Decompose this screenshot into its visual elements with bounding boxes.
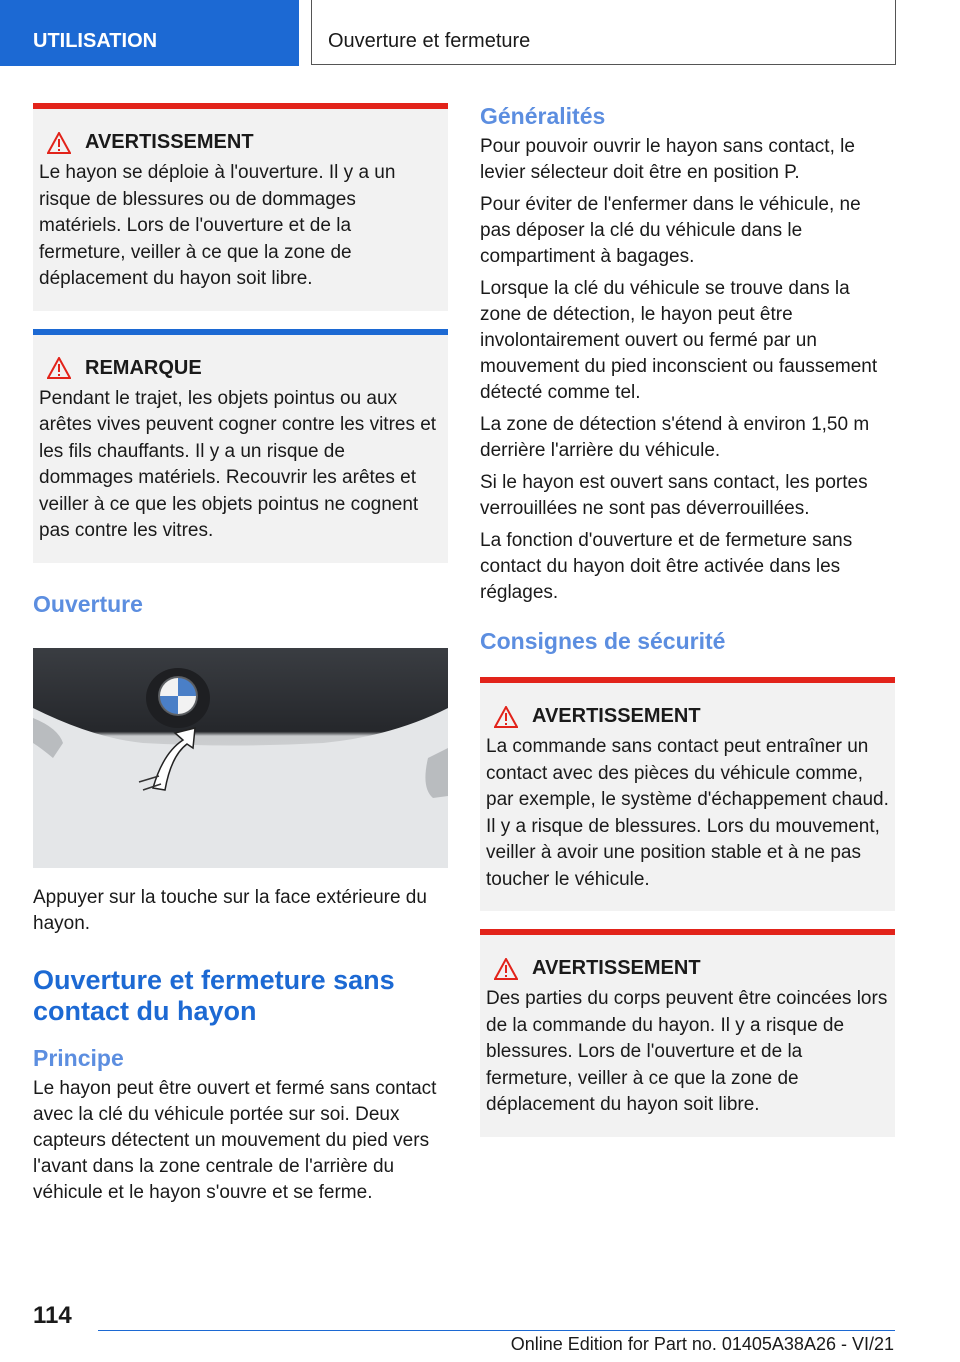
left-column (33, 103, 448, 1212)
section-title: UTILISATION (33, 30, 158, 52)
warning-text: La commande sans contact peut entraîner un contact avec des pièces du véhicule comme, par exemple, le système d'échappement chaud. Il y a risque de blessures. Lors du mouvement, veiller à avoir une position stable et à ne pas toucher le véhicule. (486, 736, 889, 890)
general-paragraph: Si le hayon est ouvert sans contact, les portes verrouillées ne sont pas déverrouillées. (480, 472, 868, 519)
general-paragraph: La fonction d'ouverture et de fermeture sans contact du hayon doit être activée dans les réglages. (480, 530, 853, 603)
section-tab (0, 0, 299, 66)
notice-text: Pendant le trajet, les objets pointus ou aux arêtes vives peuvent cogner contre les vitres et les fils chauffants. Il y a un risque de dommages matériels. Recouvrir les arêtes et veiller à ce que les objets pointus ne cognent pas contre les vitres. (39, 387, 437, 541)
notice-title: REMARQUE (85, 356, 202, 379)
principle-text: Le hayon peut être ouvert et fermé sans contact avec la clé du véhicule portée sur soi. Deux capteurs détectent un mouvement du pied vers l'avant dans la zone centrale de l'arrière du véhicule et le hayon s'ouvre et se ferme. (33, 1077, 437, 1203)
warning-title: AVERTISSEMENT (532, 705, 701, 727)
chapter-header (311, 0, 896, 65)
general-heading: Généralités (480, 103, 606, 129)
general-paragraph: La zone de détection s'étend à environ 1,50 m derrière l'arrière du véhicule. (480, 414, 870, 461)
tailgate-button-photo (33, 648, 448, 868)
general-paragraph: Pour éviter de l'enfermer dans le véhicule, ne pas déposer la clé du véhicule dans le compartiment à bagages. (480, 194, 861, 267)
warning-title: AVERTISSEMENT (532, 957, 701, 979)
warning-box (480, 677, 895, 911)
warning-triangle-icon (494, 706, 518, 728)
warning-box (33, 103, 448, 311)
edition-text: Online Edition for Part no. 01405A38A26 - VI/21 (510, 1334, 894, 1354)
notice-box (33, 329, 448, 563)
safety-heading: Consignes de sécurité (480, 628, 726, 654)
warning-title: AVERTISSEMENT (85, 131, 254, 153)
general-paragraph: Lorsque la clé du véhicule se trouve dans la zone de détection, le hayon peut être involontairement ouvert ou fermé par un mouvement du pied inconscient ou faussement détecté comme tel. (480, 278, 878, 403)
right-column (480, 103, 895, 1155)
warning-text: Le hayon se déploie à l'ouverture. Il y a un risque de blessures ou de dommages matériels. Lors de l'ouverture et de la fermeture, veiller à ce que la zone de déplacement du hayon soit libre. (39, 162, 396, 289)
general-paragraph: Pour pouvoir ouvrir le hayon sans contact, le levier sélecteur doit être en position P. (480, 136, 855, 183)
warning-text: Des parties du corps peuvent être coincées lors de la commande du hayon. Il y a risque de blessures. Lors de l'ouverture et de la fermeture, veiller à ce que la zone de déplacement du hayon soit libre. (486, 988, 888, 1115)
chapter-title: Ouverture et fermeture (328, 30, 531, 52)
footer-divider (98, 1330, 895, 1331)
warning-triangle-icon (47, 132, 71, 154)
warning-triangle-icon (494, 958, 518, 980)
opening-heading: Ouverture (33, 590, 143, 617)
warning-box (480, 929, 895, 1137)
opening-text: Appuyer sur la touche sur la face extérieure du hayon. (33, 886, 427, 934)
contactless-heading: Ouverture et fermeture sans contact du hayon (33, 964, 395, 1026)
principle-heading: Principe (33, 1044, 124, 1071)
page-number: 114 (33, 1302, 72, 1329)
notice-triangle-icon (47, 357, 71, 379)
